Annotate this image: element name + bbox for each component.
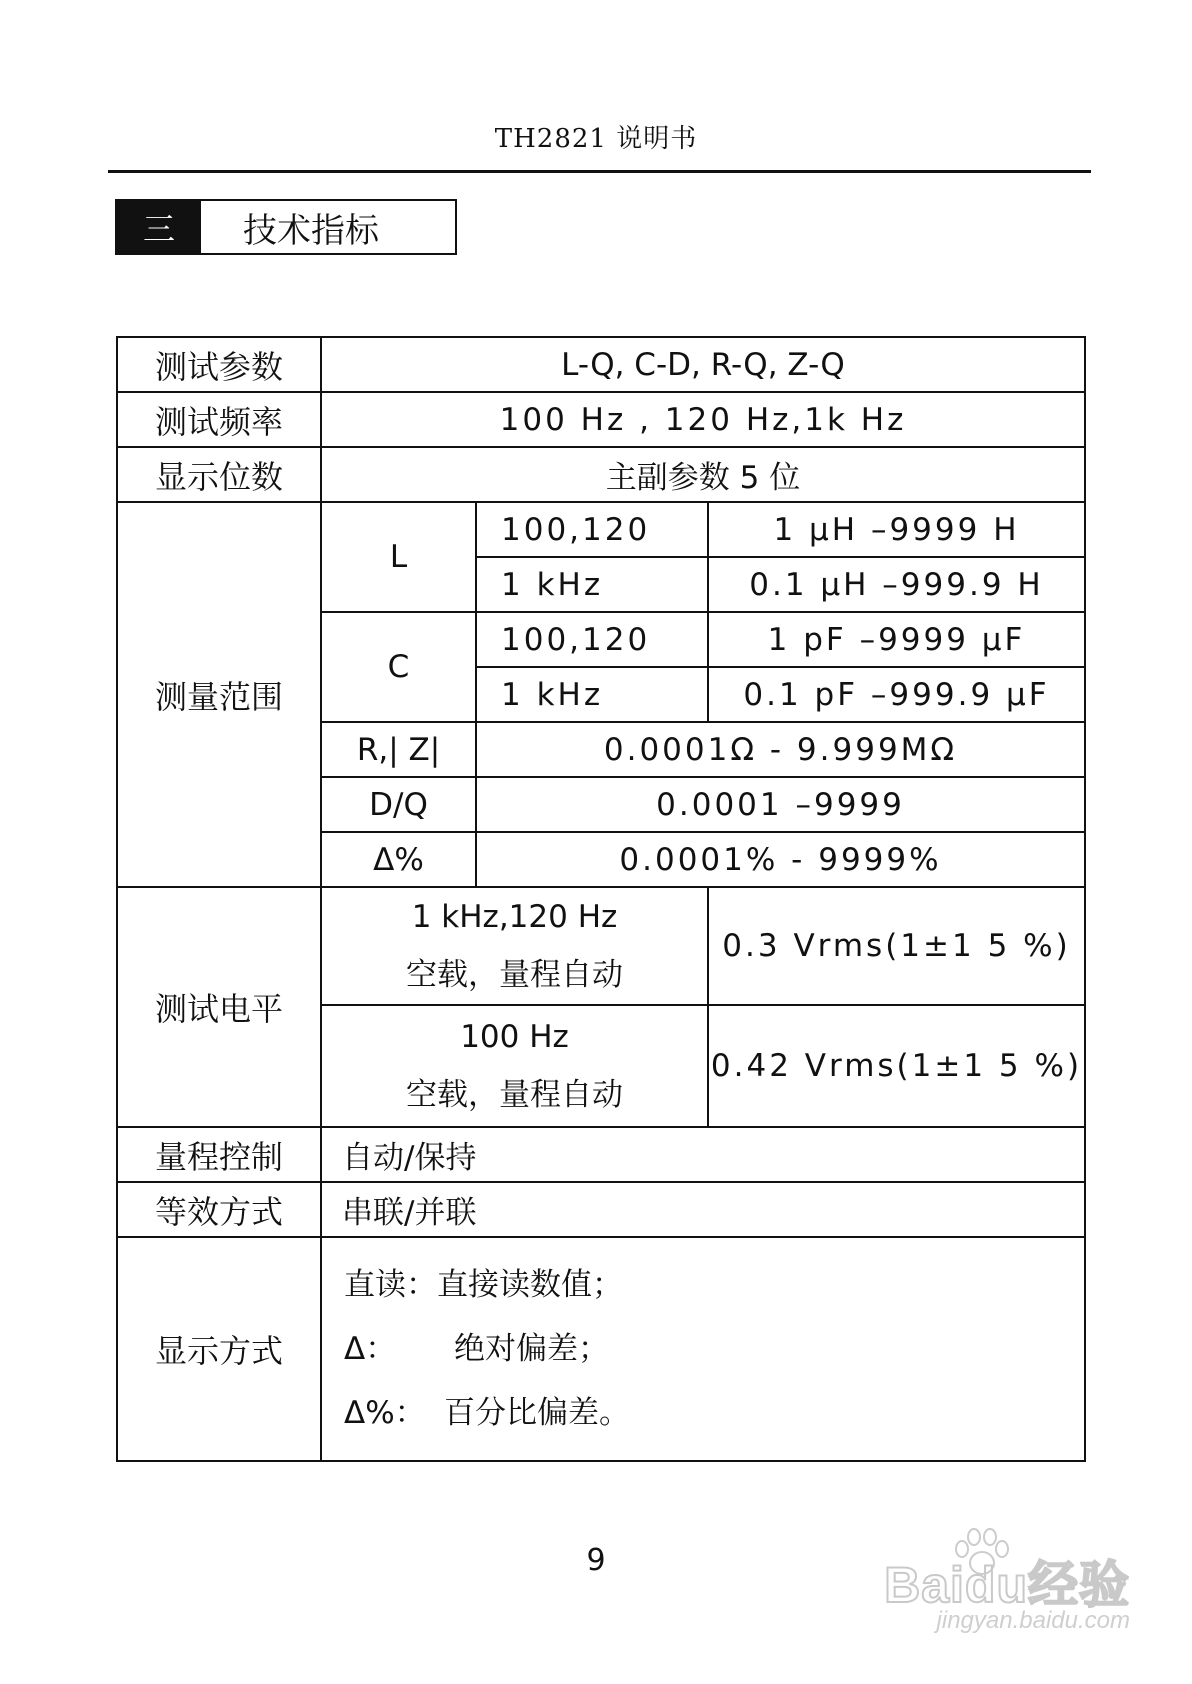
section-number: 三	[117, 201, 201, 253]
level-condition	[321, 1005, 708, 1127]
table-row	[117, 502, 1085, 557]
row-label: 测量范围	[117, 502, 321, 887]
range-param-name: R,| Z|	[321, 722, 476, 777]
list-item	[344, 1381, 1084, 1445]
range-value: 1 μH –9999 H	[708, 502, 1085, 557]
level-condition-freq: 100 Hz	[460, 1019, 569, 1055]
range-value: 0.0001% - 9999%	[476, 832, 1085, 887]
table-row	[117, 1182, 1085, 1237]
section-heading	[115, 199, 457, 255]
table-row	[117, 392, 1085, 447]
watermark-url: jingyan.baidu.com	[936, 1607, 1130, 1634]
level-condition-note: 空载，量程自动	[406, 1077, 623, 1113]
row-label: 测试电平	[117, 887, 321, 1127]
display-mode-text: 直接读数值；	[437, 1267, 623, 1303]
row-value: 主副参数 5 位	[321, 447, 1085, 502]
range-value: 0.0001Ω - 9.999MΩ	[476, 722, 1085, 777]
range-value: 0.0001 –9999	[476, 777, 1085, 832]
row-label: 测试频率	[117, 392, 321, 447]
display-mode-text: 百分比偏差。	[444, 1395, 630, 1431]
header-rule	[108, 170, 1091, 173]
table-row	[117, 887, 1085, 1005]
row-label: 显示位数	[117, 447, 321, 502]
row-label: 显示方式	[117, 1237, 321, 1461]
range-value: 0.1 μH –999.9 H	[708, 557, 1085, 612]
range-freq: 100,120	[476, 612, 708, 667]
range-freq: 100,120	[476, 502, 708, 557]
row-value: L-Q, C-D, R-Q, Z-Q	[321, 337, 1085, 392]
row-label: 测试参数	[117, 337, 321, 392]
display-mode-symbol: Δ%：	[344, 1395, 426, 1431]
range-param-name: Δ%	[321, 832, 476, 887]
level-value: 0.42 Vrms(1±1 5 %)	[708, 1005, 1085, 1127]
range-freq: 1 kHz	[476, 557, 708, 612]
spec-table	[116, 336, 1086, 1462]
table-row	[117, 337, 1085, 392]
range-param-name: L	[321, 502, 476, 612]
display-mode-list	[321, 1237, 1085, 1461]
page-number: 9	[586, 1543, 606, 1578]
table-row	[117, 1127, 1085, 1182]
range-param-name: C	[321, 612, 476, 722]
row-label: 量程控制	[117, 1127, 321, 1182]
level-condition-note: 空载，量程自动	[406, 957, 623, 993]
level-condition	[321, 887, 708, 1005]
level-value: 0.3 Vrms(1±1 5 %)	[708, 887, 1085, 1005]
display-mode-text: 绝对偏差；	[454, 1331, 609, 1367]
row-value: 100 Hz , 120 Hz,1k Hz	[321, 392, 1085, 447]
range-param-name: D/Q	[321, 777, 476, 832]
range-value: 1 pF –9999 μF	[708, 612, 1085, 667]
range-value: 0.1 pF –999.9 μF	[708, 667, 1085, 722]
row-label: 等效方式	[117, 1182, 321, 1237]
range-freq: 1 kHz	[476, 667, 708, 722]
list-item	[344, 1253, 1084, 1317]
table-row	[117, 447, 1085, 502]
display-mode-symbol: Δ：	[344, 1331, 397, 1367]
list-item	[344, 1317, 1084, 1381]
display-mode-symbol: 直读：	[344, 1267, 437, 1303]
section-title: 技术指标	[243, 210, 379, 251]
table-row	[117, 1237, 1085, 1461]
level-condition-freq: 1 kHz,120 Hz	[411, 899, 618, 935]
watermark	[860, 1527, 1130, 1637]
document-header-title: TH2821 说明书	[494, 124, 698, 154]
watermark-logo: Baidu经验	[884, 1557, 1130, 1613]
row-value: 自动/保持	[321, 1127, 1085, 1182]
row-value: 串联/并联	[321, 1182, 1085, 1237]
